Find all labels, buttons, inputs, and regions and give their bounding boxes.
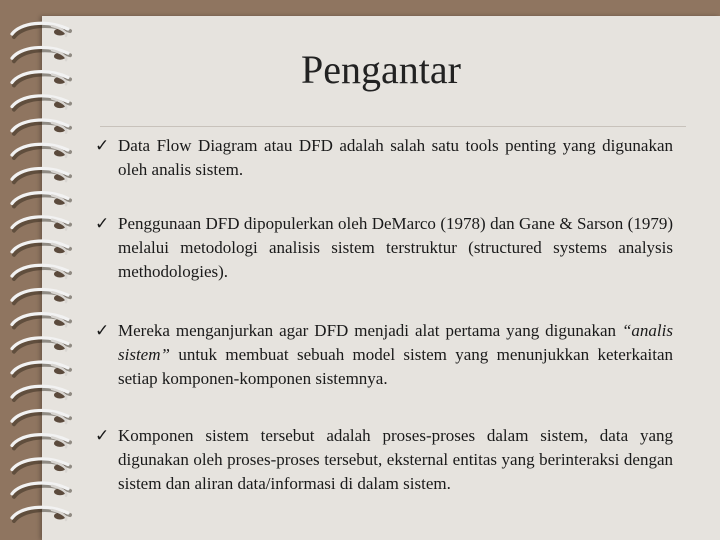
slide-title: Pengantar (301, 47, 461, 92)
spiral-ring-icon (12, 217, 70, 231)
spiral-ring-icon (12, 338, 70, 352)
bullet-item (95, 212, 673, 284)
spiral-ring-icon (12, 265, 70, 279)
checkmark-icon: ✓ (95, 214, 110, 233)
spiral-ring-icon (12, 314, 70, 328)
bullet-item (95, 424, 673, 496)
bullet-item (95, 134, 673, 182)
checkmark-icon: ✓ (95, 136, 110, 155)
bullet-text (118, 319, 673, 391)
spiral-ring-icon (12, 459, 70, 473)
spiral-ring-icon (12, 362, 70, 376)
checkmark-icon: ✓ (95, 426, 110, 445)
bullet-text-emphasis: “analis sistem” (118, 321, 673, 364)
spiral-ring-icon (12, 410, 70, 424)
checkmark-icon: ✓ (95, 321, 110, 340)
spiral-ring-icon (12, 241, 70, 255)
bullet-text: Data Flow Diagram atau DFD adalah salah satu tools penting yang digunakan oleh analis sistem. (118, 136, 673, 179)
spiral-ring-icon (12, 435, 70, 449)
spiral-ring-icon (12, 96, 70, 110)
spiral-ring-icon (12, 193, 70, 207)
spiral-ring-icon (12, 507, 70, 521)
spiral-ring-icon (12, 289, 70, 303)
spiral-ring-icon (12, 144, 70, 158)
spiral-ring-icon (12, 168, 70, 182)
title-divider (100, 126, 686, 127)
bullet-text-start: Mereka menganjurkan agar DFD menjadi alat pertama yang digunakan (118, 321, 622, 340)
bullet-text-end: untuk membuat sebuah model sistem yang menunjukkan keterkaitan setiap komponen-komponen sistemnya. (118, 345, 673, 388)
spiral-ring-icon (12, 483, 70, 497)
bullet-text: Komponen sistem tersebut adalah proses-proses dalam sistem, data yang digunakan oleh proses-proses tersebut, eksternal entitas yang berinteraksi dengan sistem dan aliran data/informasi di dalam sistem. (118, 426, 673, 493)
bullet-text: Penggunaan DFD dipopulerkan oleh DeMarco (1978) dan Gane & Sarson (1979) melalui metodologi analisis sistem terstruktur (structured systems analysis methodologies). (118, 214, 673, 281)
spiral-ring-icon (12, 386, 70, 400)
spiral-ring-icon (12, 120, 70, 134)
bullet-item (95, 319, 673, 391)
spiral-ring-icon (12, 23, 70, 37)
